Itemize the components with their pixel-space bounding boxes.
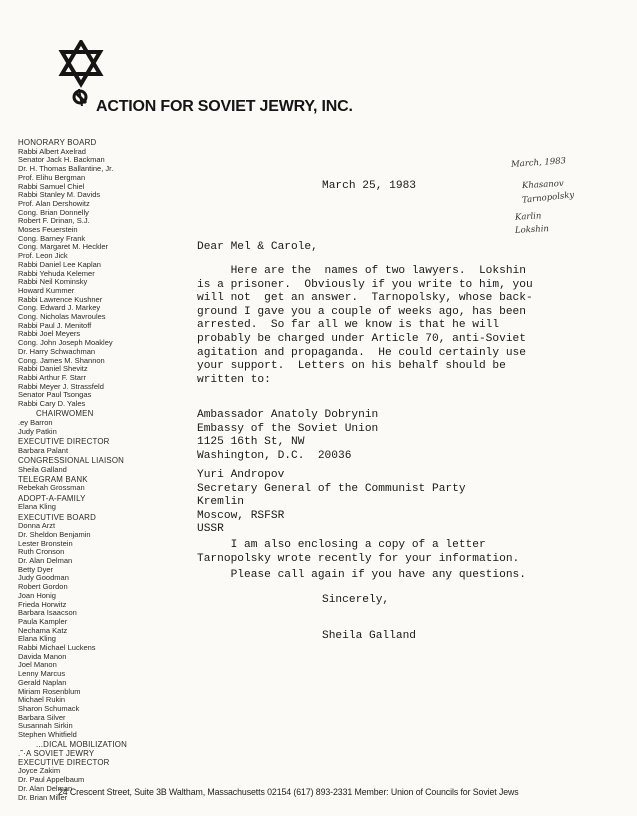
letter-line: ground I gave you a couple of weeks ago, has been (197, 305, 526, 318)
board-member: Stephen Whitfield (18, 730, 77, 740)
board-member: Rabbi Michael Luckens (18, 643, 96, 653)
board-member: Rabbi Cary D. Yales (18, 399, 86, 409)
letter-line: is a prisoner. Obviously if you write to him, you (197, 278, 533, 291)
address-line: Embassy of the Soviet Union (197, 422, 379, 435)
board-member: Joyce Zakim (18, 766, 61, 776)
handwritten-name-khasanov: Khasanov (521, 178, 564, 192)
board-member: Prof. Elihu Bergman (18, 172, 86, 182)
address-line: Moscow, RSFSR (197, 509, 285, 522)
board-member: Rabbi Neil Kominsky (18, 277, 88, 287)
board-member: Rabbi Arthur F. Starr (18, 372, 86, 382)
address-line: Washington, D.C. 20036 (197, 449, 352, 462)
board-member: Rabbi Albert Axelrad (18, 146, 86, 156)
letter-line: written to: (197, 373, 271, 386)
board-member: Elana Kling (18, 502, 56, 512)
board-member: Prof. Leon Jick (18, 251, 68, 261)
board-member: Moses Feuerstein (18, 225, 78, 235)
letter-line: will not get an answer. Tarnopolsky, whose back- (197, 292, 533, 305)
honorary-board-heading: HONORARY BOARD (18, 138, 97, 147)
organization-name: ACTION FOR SOVIET JEWRY, INC. (96, 98, 353, 115)
salutation: Dear Mel & Carole, (197, 241, 318, 253)
handwritten-date: March, 1983 (510, 156, 567, 170)
handwritten-name-tarnopolsky: Tarnopolsky (521, 190, 575, 206)
address-line: Secretary General of the Communist Party (197, 482, 466, 495)
board-member: Frieda Horwitz (18, 599, 67, 609)
board-member: Cong. Brian Donnelly (18, 207, 89, 217)
address-line: Ambassador Anatoly Dobrynin (197, 409, 379, 421)
board-member: Rabbi Meyer J. Strassfeld (18, 381, 104, 391)
medical-mobilization-heading: ...DICAL MOBILIZATION (36, 740, 128, 750)
board-member: Joan Honig (18, 590, 56, 600)
board-member: Rabbi Joel Meyers (18, 329, 81, 339)
handwritten-name-lokshin: Lokshin (514, 224, 550, 236)
board-member: Joel Manon (18, 660, 57, 670)
board-member: Lenny Marcus (18, 669, 66, 679)
board-member: Davida Manon (18, 651, 67, 661)
paragraph-1 (197, 265, 533, 387)
letter-line: agitation and propaganda. He could certainly use (197, 346, 526, 359)
board-member: Nechama Katz (18, 625, 68, 635)
board-member: Rabbi Daniel Shevitz (18, 364, 88, 374)
board-member: Howard Kummer (18, 285, 75, 295)
executive-director-heading: EXECUTIVE DIRECTOR (18, 436, 110, 446)
board-member: Cong. Nicholas Mavroules (18, 312, 106, 322)
address-line: USSR (197, 523, 224, 536)
board-member: Michael Rukin (18, 695, 66, 705)
board-member: Barbara Isaacson (18, 608, 77, 618)
telegram-bank-heading: TELEGRAM BANK (18, 474, 88, 484)
adopt-a-family-heading: ADOPT-A-FAMILY (18, 493, 86, 503)
board-member: Robert F. Drinan, S.J. (18, 216, 90, 226)
medical-mobilization-heading-2: .˜·A SOVIET JEWRY (18, 749, 95, 759)
address-line: 1125 16th St, NW (197, 436, 305, 449)
signature: Sheila Galland (322, 630, 416, 642)
closing: Sincerely, (322, 594, 390, 606)
board-member: Dr. Paul Appelbaum (18, 775, 85, 785)
paragraph-2 (197, 539, 519, 566)
board-member: Susannah Sirkin (18, 721, 73, 731)
board-member: Donna Arzt (18, 521, 56, 531)
board-member: Cong. Margaret M. Heckler (18, 242, 109, 252)
board-member: Rebekah Grossman (18, 483, 85, 493)
board-member: Robert Gordon (18, 582, 68, 592)
address-line: Yuri Andropov (197, 469, 285, 481)
board-member: Barbara Palant (18, 445, 69, 455)
board-member: Dr. H. Thomas Ballantine, Jr. (18, 164, 114, 174)
board-member: Miriam Rosenblum (18, 686, 81, 696)
board-member: Rabbi Lawrence Kushner (18, 294, 103, 304)
board-member: Sheila Galland (18, 464, 67, 474)
address-andropov (197, 469, 466, 537)
board-member: Dr. Sheldon Benjamin (18, 529, 91, 539)
sidebar-board-list (18, 139, 168, 804)
letter-line: your support. Letters on his behalf should be (197, 360, 506, 373)
letter-line: probably be charged under Article 70, anti-Soviet (197, 332, 526, 345)
board-member: Barbara Silver (18, 712, 66, 722)
address-dobrynin (197, 409, 378, 463)
board-member: Judy Patkin (18, 426, 57, 436)
letter-line: Here are the names of two lawyers. Lokshin (197, 265, 526, 277)
letter-line: arrested. So far all we know is that he will (197, 319, 500, 332)
board-member: Gerald Naplan (18, 677, 67, 687)
board-member: Judy Goodman (18, 573, 69, 583)
board-member: Cong. John Joseph Moakley (18, 338, 113, 348)
letter-line: I am also enclosing a copy of a letter (197, 539, 486, 551)
footer-address: 24 Crescent Street, Suite 3B Waltham, Massachusetts 02154 (617) 893-2331 Member: Union of Councils for Soviet Jews (58, 787, 519, 797)
board-member: Dr. Alan Delman (18, 783, 73, 793)
board-member: Cong. Barney Frank (18, 233, 86, 243)
board-member: Senator Paul Tsongas (18, 390, 92, 400)
board-member: Dr. Alan Delman (18, 556, 73, 566)
board-member: Elana Kling (18, 634, 56, 644)
board-member: Cong. Edward J. Markey (18, 303, 101, 313)
mm-executive-director-heading: EXECUTIVE DIRECTOR (18, 757, 110, 767)
board-member: Prof. Alan Dershowitz (18, 198, 90, 208)
board-member: Cong. James M. Shannon (18, 355, 105, 365)
handwritten-name-karlin: Karlin (514, 211, 542, 223)
board-member: Rabbi Stanley M. Davids (18, 190, 101, 200)
board-member: Rabbi Yehuda Kelemer (18, 268, 95, 278)
board-member: Dr. Brian Miller (18, 792, 68, 802)
board-member: Dr. Harry Schwachman (18, 346, 96, 356)
congressional-liaison-heading: CONGRESSIONAL LIAISON (18, 455, 125, 465)
board-member: Sharon Schumack (18, 704, 80, 713)
board-member: Rabbi Paul J. Menitoff (18, 320, 92, 330)
board-member: Rabbi Daniel Lee Kaplan (18, 259, 101, 269)
letter-date: March 25, 1983 (322, 180, 416, 192)
board-member: .ey Barron (18, 418, 53, 427)
executive-board-heading: EXECUTIVE BOARD (18, 512, 96, 522)
board-member: Ruth Cronson (18, 547, 65, 557)
board-member: Senator Jack H. Backman (18, 155, 105, 165)
paragraph-3: Please call again if you have any questions. (197, 569, 526, 581)
chairwomen-heading: CHAIRWOMEN (36, 409, 94, 419)
letter-line: Tarnopolsky wrote recently for your information. (197, 552, 520, 565)
board-member: Rabbi Samuel Chiel (18, 181, 85, 191)
address-line: Kremlin (197, 496, 244, 509)
board-member: Paula Kampler (18, 616, 68, 626)
board-member: Lester Bronstein (18, 538, 73, 548)
board-member: Betty Dyer (18, 564, 54, 574)
